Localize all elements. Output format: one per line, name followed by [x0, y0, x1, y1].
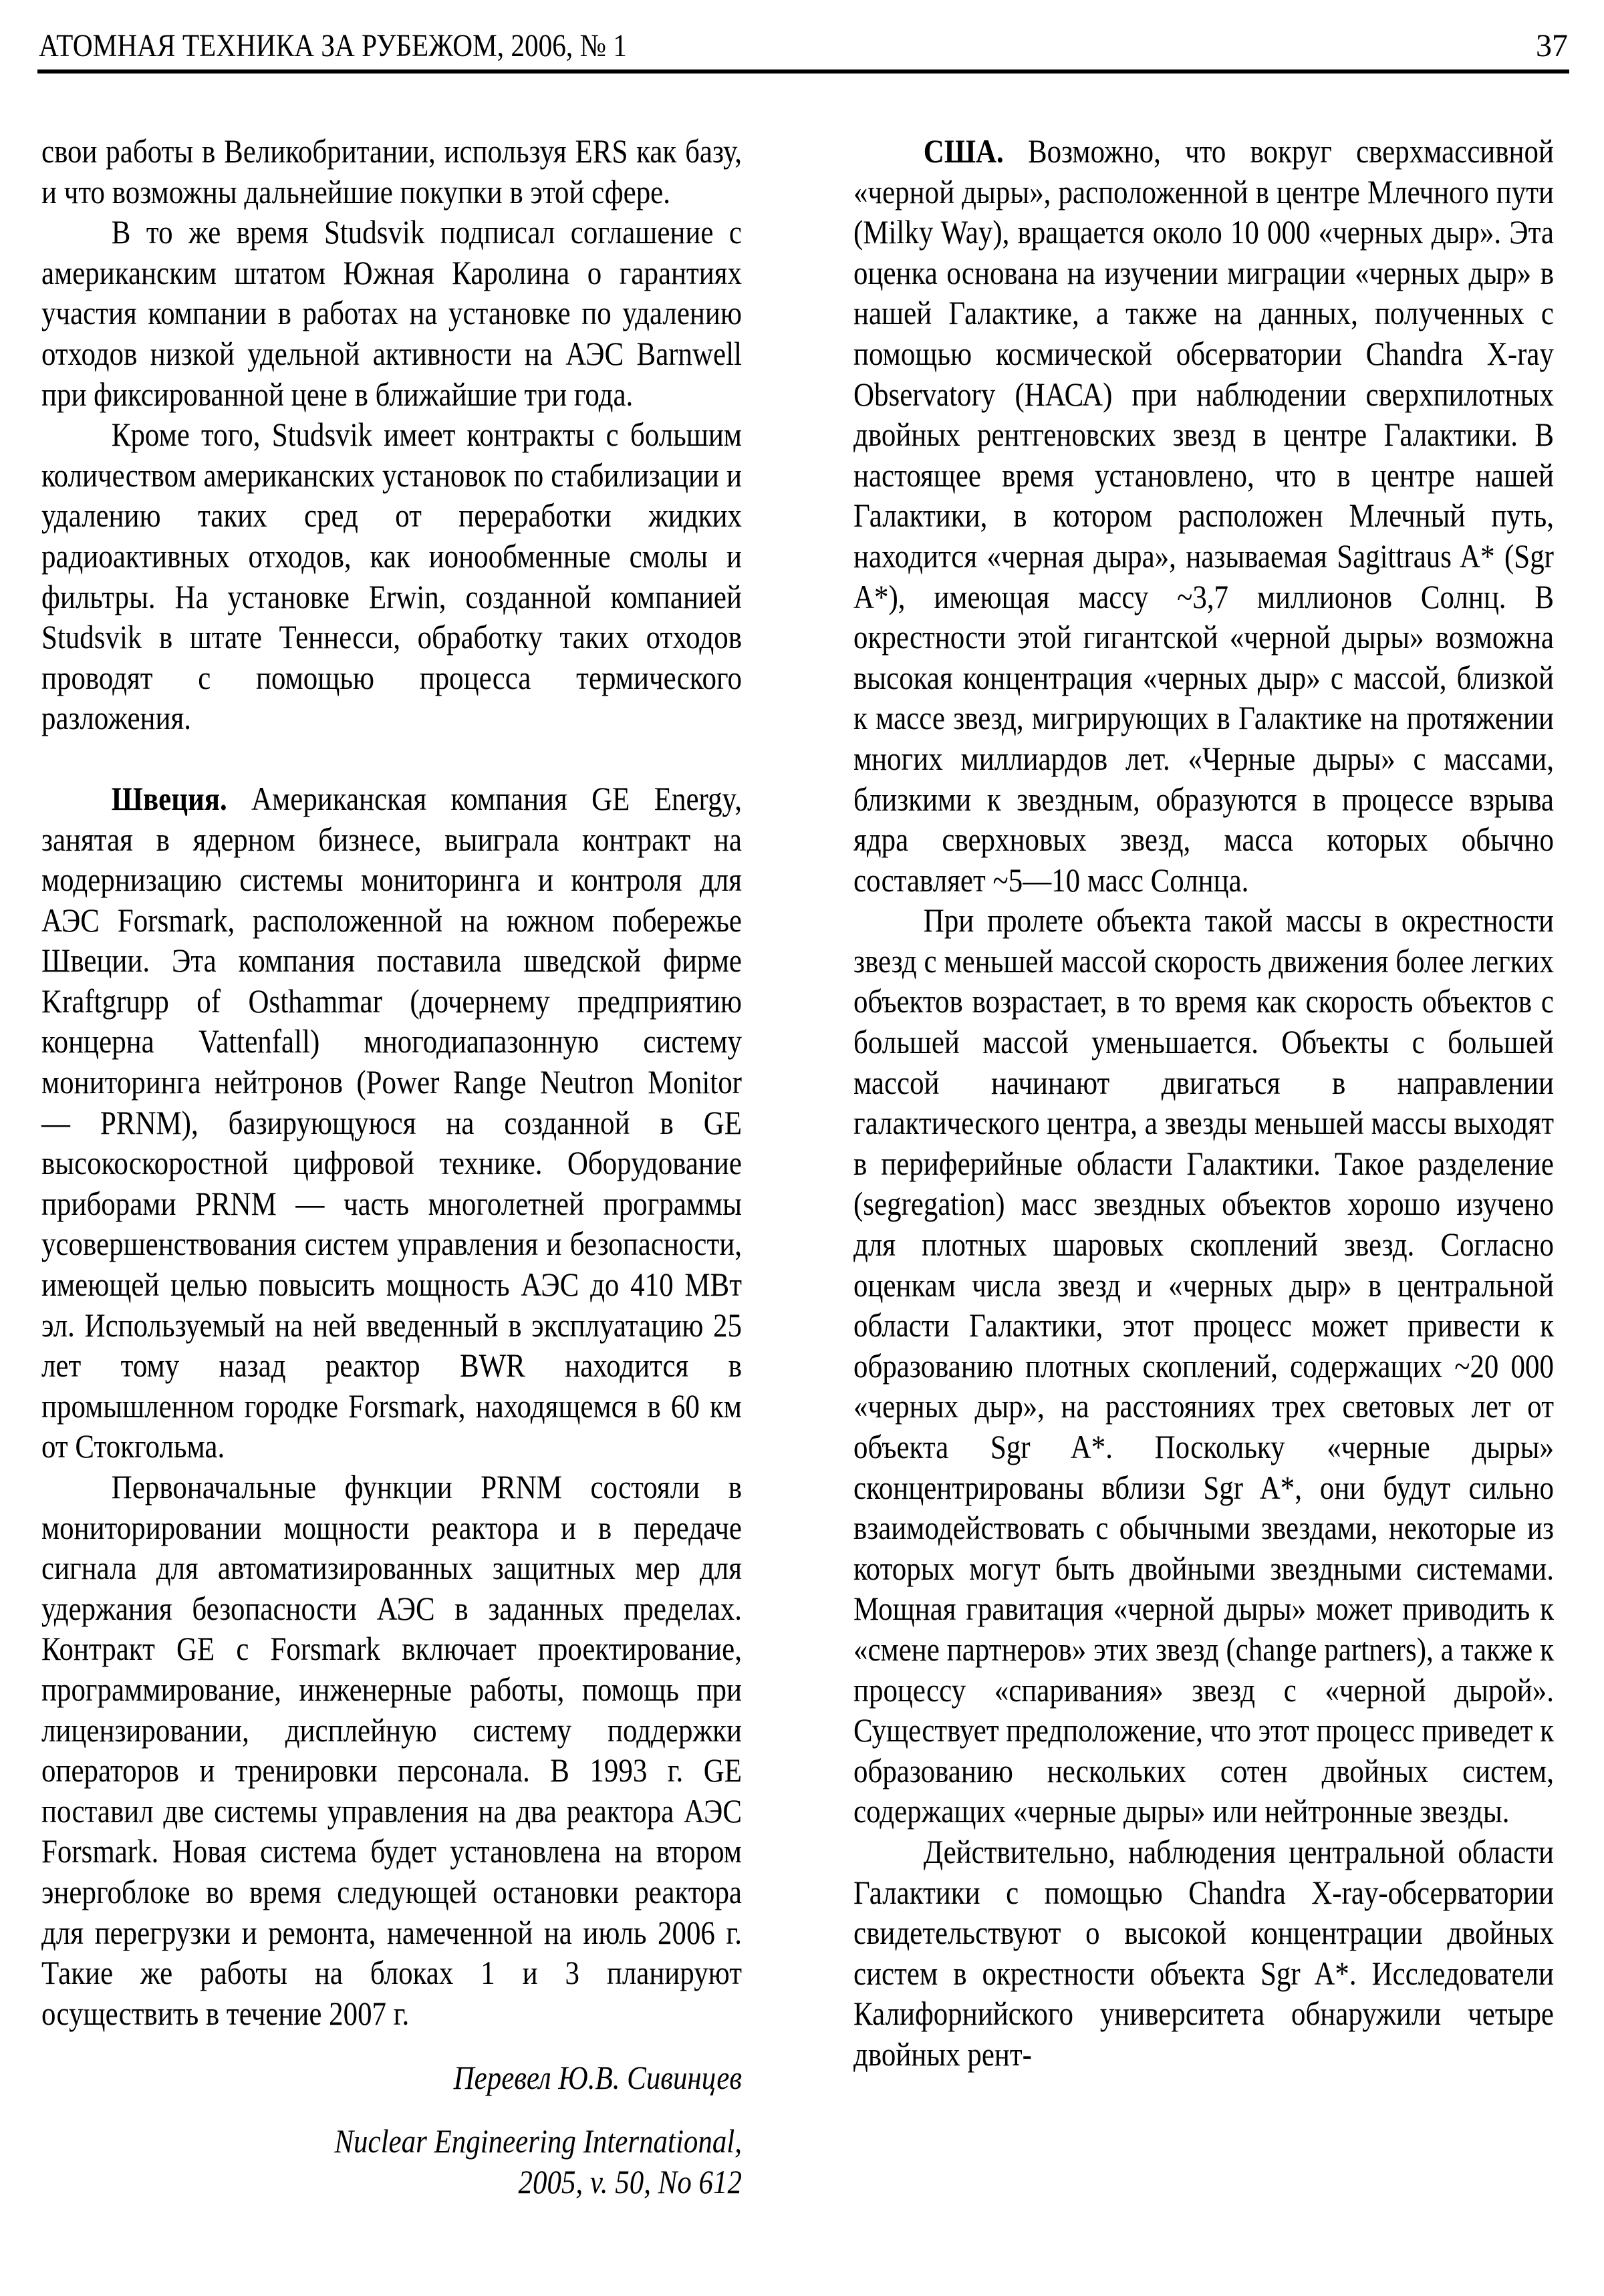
journal-title: АТОМНАЯ ТЕХНИКА ЗА РУБЕЖОМ, 2006, № 1: [39, 28, 627, 63]
paragraph-text: Кроме того, Studsvik имеет контракты с большим количеством американских установок по стабилизации и удалению таких сред от переработки жидких радиоактивных отходов, как ионообменные смолы и фильтры. На установке Erwin, созданной компанией Studsvik в штате Теннесси, обработку таких отходов проводят с помощью процесса термического разложения.: [41, 416, 742, 737]
paragraph-text: В то же время Studsvik подписал соглашение с американским штатом Южная Каролина о гарантиях участия компании в работах на установке по удалению отходов низкой удельной активности на АЭС Barnwell при фиксированной цене в ближайшие три года.: [41, 213, 742, 413]
paragraph-text: Возможно, что вокруг сверхмассивной «черной дыры», расположенной в центре Млечного пути (Milky Way), вращается около 10 000 «черных дыр». Эта оценка основана на изучении миграции «черных дыр» в нашей Галактике, а также на данных, полученных с помощью космической обсерватории Chandra X-ray Observatory (НАСА) при наблюдении сверхпилотных двойных рентгеновских звезд в центре Галактики. В настоящее время установлено, что в центре нашей Галактики, в котором расположен Млечный путь, находится «черная дыра», называемая Sagittraus A* (Sgr A*), имеющая массу ~3,7 миллионов Солнц. В окрестности этой гигантской «черной дыры» возможна высокая концентрация «черных дыр» с массой, близкой к массе звезд, мигрирующих в Галактике на протяжении многих миллиардов лет. «Черные дыры» с массами, близкими к звездным, образуются в процессе взрыва ядра сверхновых звезд, масса которых обычно составляет ~5—10 масс Солнца.: [853, 132, 1554, 899]
section-heading-usa: США.: [923, 132, 1004, 170]
source-citation-line2: 2005, v. 50, No 612: [518, 2162, 742, 2200]
paragraph: [853, 1832, 1554, 2075]
paragraph: [853, 900, 1554, 1832]
section-usa: [853, 131, 1554, 900]
paragraph-text: Американская компания GE Energy, занятая в ядерном бизнесе, выиграла контракт на модернизацию системы мониторинга и контроля для АЭС Forsmark, расположенной на южном побережье Швеции. Эта компания поставила шведской фирме Kraftgrupp of Osthammar (дочернему предприятию концерна Vattenfall) многодиапазонную систему мониторинга нейтронов (Power Range Neutron Monitor — PRNM), базирующуюся на созданной в GE высокоскоростной цифровой технике. Оборудование приборами PRNM — часть многолетней программы усовершенствования систем управления и безопасности, имеющей целью повысить мощность АЭС до 410 МВт эл. Используемый на ней введенный в эксплуатацию 25 лет тому назад реактор BWR находится в промышленном городке Forsmark, находящемся в 60 км от Стокгольма.: [41, 779, 742, 1465]
translator-credit: Перевел Ю.В. Сивинцев: [453, 2059, 742, 2097]
running-header: [39, 25, 1568, 67]
paragraph: [41, 414, 742, 738]
section-sweden: [41, 778, 742, 1467]
section-heading-sweden: Швеция.: [111, 779, 227, 817]
paragraph: [41, 131, 742, 212]
page-number: 37: [1536, 28, 1568, 63]
paragraph-text: Первоначальные функции PRNM состояли в мониторировании мощности реактора и в передаче сигнала для автоматизированных защитных мер для удержания безопасности АЭС в заданных пределах. Контракт GE с Forsmark включает проектирование, программирование, инженерные работы, помощь при лицензировании, дисплейную систему поддержки операторов и тренировки персонала. В 1993 г. GE поставил две системы управления на два реактора АЭС Forsmark. Новая система будет установлена на втором энергоблоке во время следующей остановки реактора для перегрузки и ремонта, намеченной на июль 2006 г. Такие же работы на блоках 1 и 3 планируют осуществить в течение 2007 г.: [41, 1468, 742, 2032]
paragraph-text: При пролете объекта такой массы в окрестности звезд с меньшей массой скорость движения более легких объектов возрастает, в то время как скорость объектов с большей массой уменьшается. Объекты с большей массой начинают двигаться в направлении галактического центра, а звезды меньшей массы выходят в периферийные области Галактики. Такое разделение (segregation) масс звездных объектов хорошо изучено для плотных шаровых скоплений звезд. Согласно оценкам числа звезд и «черных дыр» в центральной области Галактики, этот процесс может привести к образованию плотных скоплений, содержащих ~20 000 «черных дыр», на расстояниях трех световых лет от объекта Sgr A*. Поскольку «черные дыры» сконцентрированы вблизи Sgr A*, они будут сильно взаимодействовать с обычными звездами, некоторые из которых могут быть двойными звездными системами. Мощная гравитация «черной дыры» может приводить к «смене партнеров» этих звезд (change partners), а также к процессу «спаривания» звезд с «черной дырой». Существует предположение, что этот процесс приведет к образованию нескольких сотен двойных систем, содержащих «черные дыры» или нейтронные звезды.: [853, 901, 1554, 1830]
paragraph-text: Действительно, наблюдения центральной области Галактики с помощью Chandra X-ray-обсерватории свидетельствуют о высокой концентрации двойных систем в окрестности объекта Sgr A*. Исследователи Калифорнийского университета обнаружили четыре двойных рент-: [853, 1832, 1554, 2073]
paragraph: [41, 212, 742, 414]
paragraph-text: свои работы в Великобритании, используя ERS как базу, и что возможны дальнейшие покупки в этой сфере.: [41, 132, 742, 210]
left-column: [41, 131, 742, 2202]
source-citation-line1: Nuclear Engineering International,: [334, 2122, 742, 2160]
header-rule: [37, 69, 1569, 74]
paragraph: [41, 1467, 742, 2033]
right-column: [853, 131, 1554, 2075]
